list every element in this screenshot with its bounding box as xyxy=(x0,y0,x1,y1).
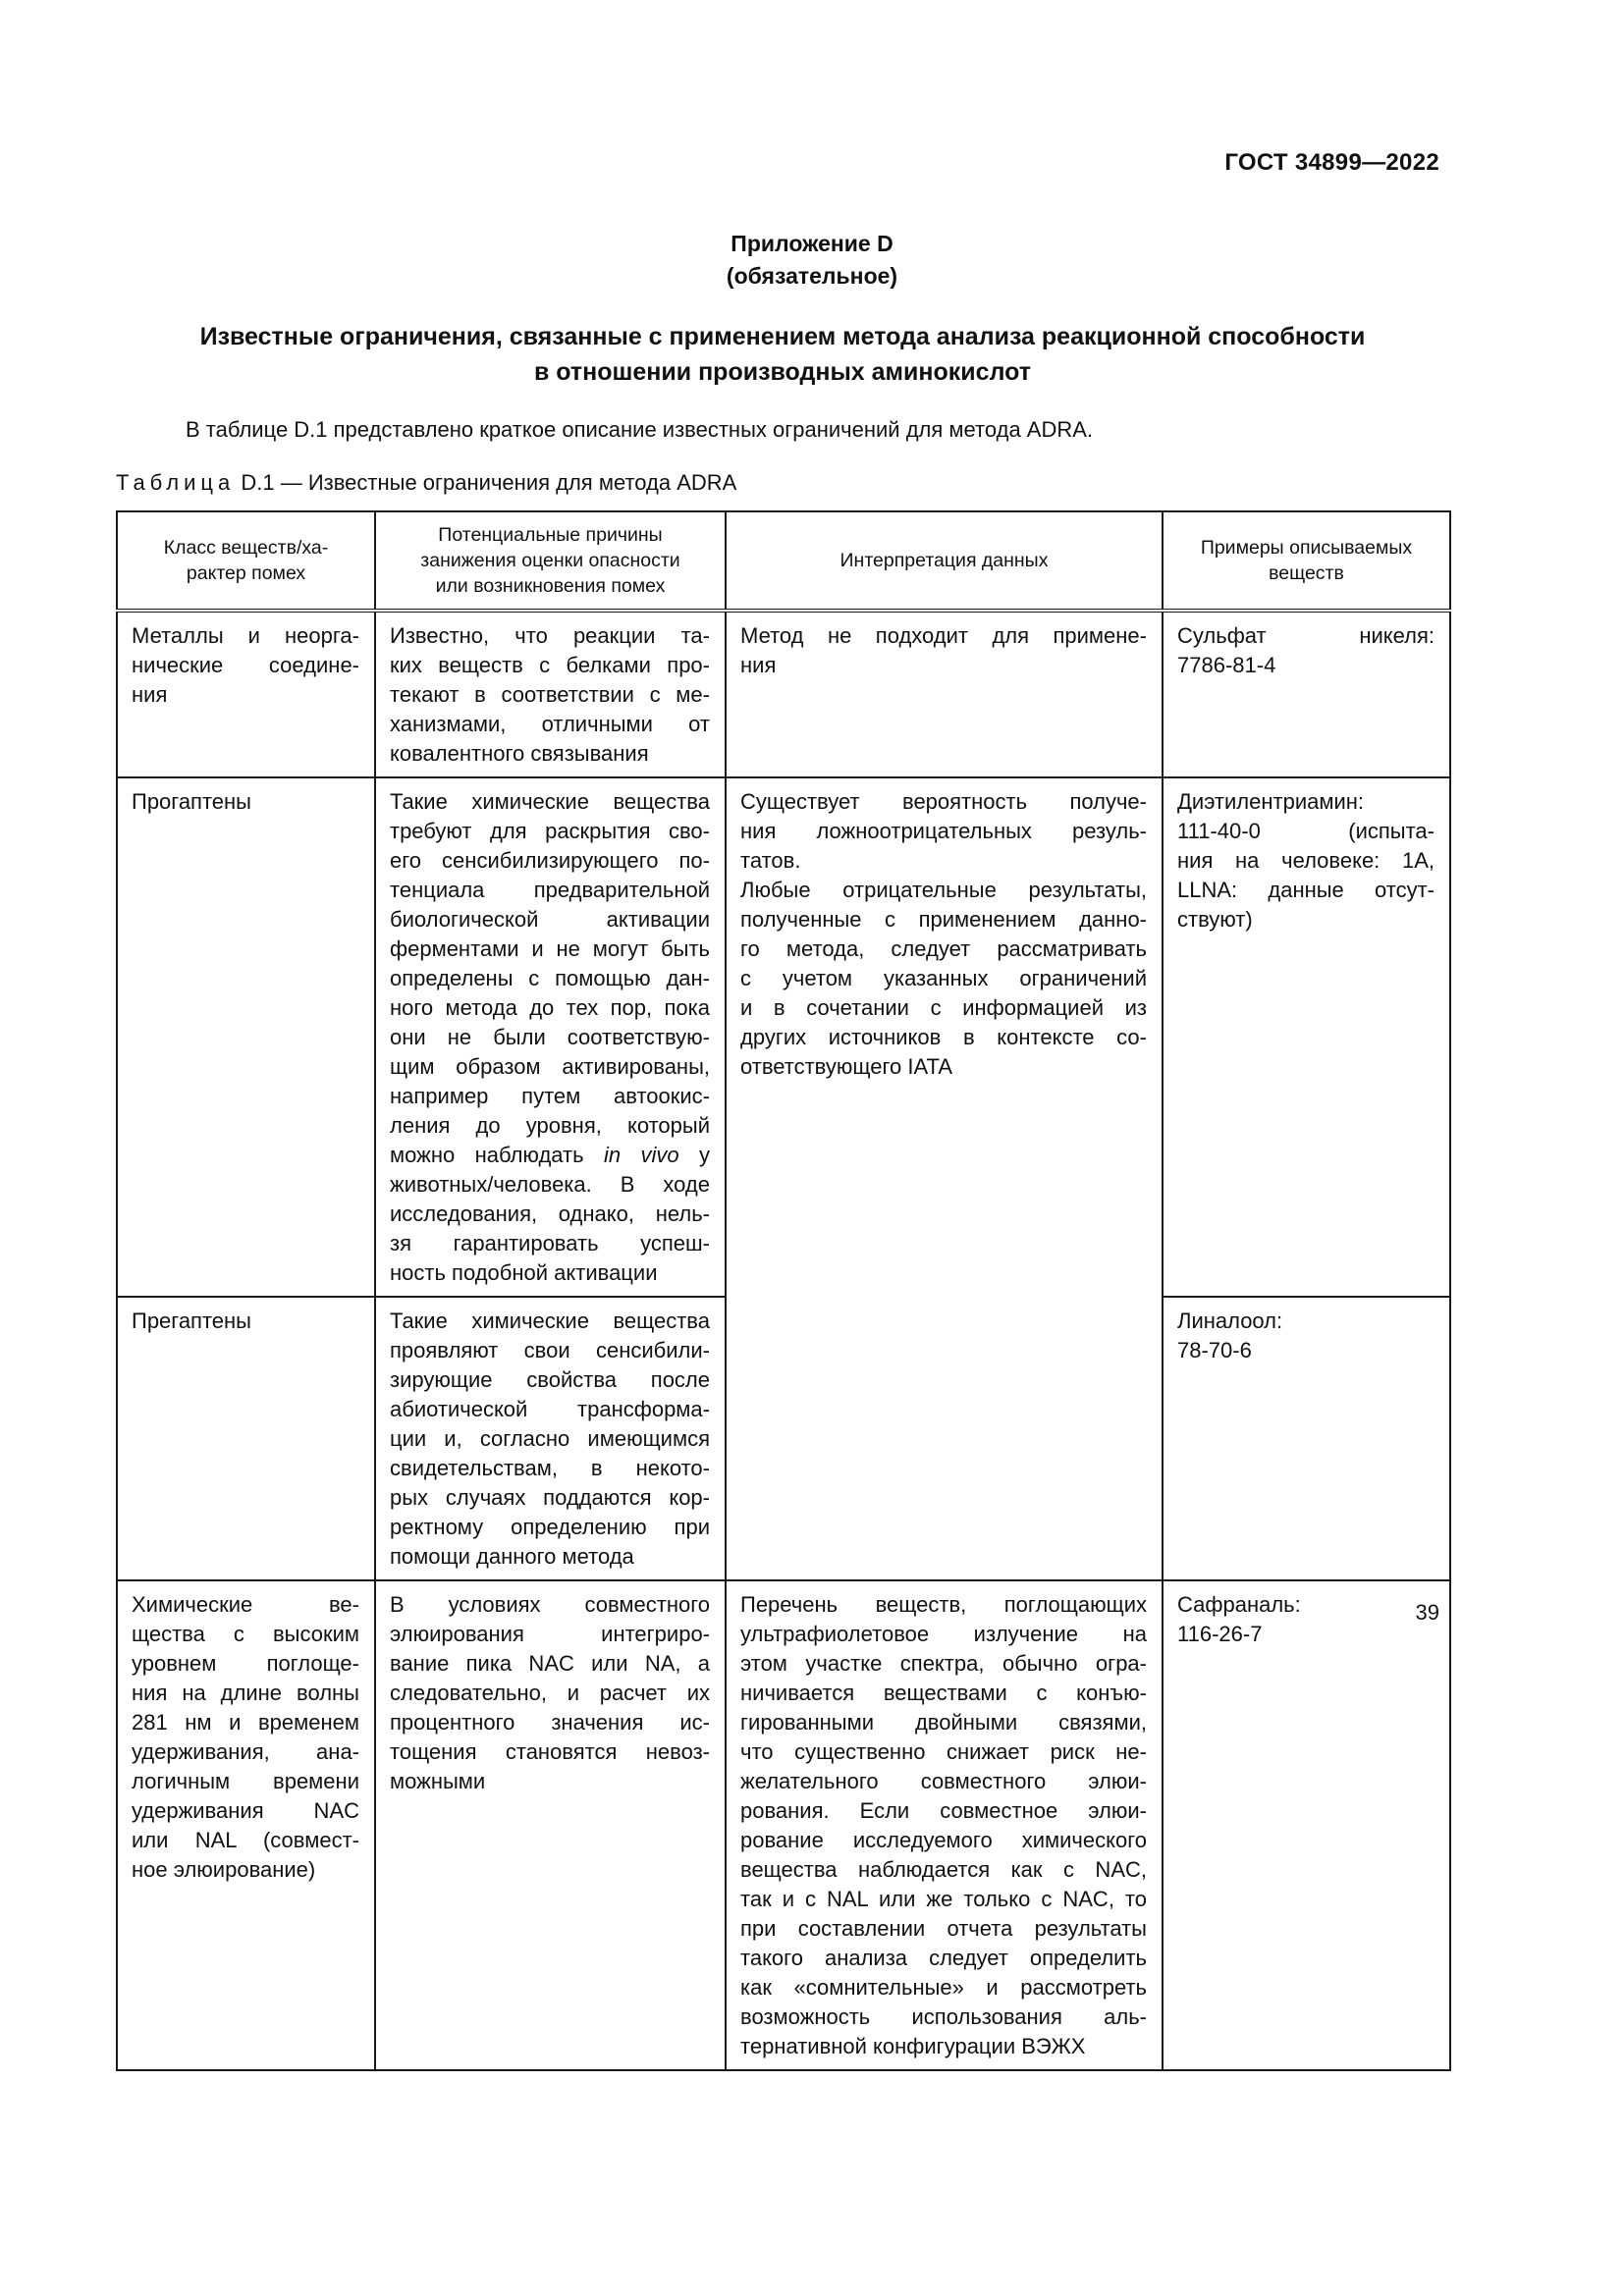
cell-class xyxy=(117,777,375,1297)
text-line: ректному определению при xyxy=(390,1515,710,1539)
table-row xyxy=(117,611,1450,777)
table-caption xyxy=(116,470,736,496)
document-title xyxy=(116,319,1449,390)
text-line: ответствующего IATA xyxy=(740,1054,952,1079)
text-line: Такие химические вещества xyxy=(390,789,710,814)
text-line: абиотической трансформа- xyxy=(390,1397,710,1421)
text-line: например путем автоокис- xyxy=(390,1084,710,1108)
text-line: элюирования интегриро- xyxy=(390,1622,710,1646)
text-line: при составлении отчета результаты xyxy=(740,1916,1147,1941)
header-line: занижения оценки опасности xyxy=(420,550,680,571)
title-line: в отношении производных аминокислот xyxy=(533,358,1032,386)
text-line: биологической активации xyxy=(390,907,710,932)
header-reasons xyxy=(375,511,726,611)
text-line: и в сочетании с информацией из xyxy=(740,995,1147,1020)
text-line: ления до уровня, который xyxy=(390,1113,710,1138)
text-line: Перечень веществ, поглощающих xyxy=(740,1592,1147,1617)
text-line: ханизмами, отличными от xyxy=(390,712,710,736)
text-line: Метод не подходит для примене- xyxy=(740,623,1147,648)
text-line: других источников в контексте со- xyxy=(740,1025,1147,1049)
cell-interpretation xyxy=(726,777,1163,1580)
text-line: животных/человека. В ходе xyxy=(390,1172,710,1197)
text-line: Металлы и неорга- xyxy=(132,623,359,648)
text-line: удерживания, ана- xyxy=(132,1739,359,1764)
text-line: определены с помощью дан- xyxy=(390,966,710,990)
text-line: следовательно, и расчет их xyxy=(390,1681,710,1705)
text-line: ного метода до тех пор, пока xyxy=(390,995,710,1020)
appendix-label: Приложение D xyxy=(731,231,893,256)
text-line: можными xyxy=(390,1769,486,1793)
text-line: Прогаптены xyxy=(132,789,251,814)
text-line: В условиях совместного xyxy=(390,1592,710,1617)
text-line: тернативной конфигурации ВЭЖХ xyxy=(740,2034,1086,2058)
cell-example xyxy=(1163,1297,1450,1580)
text-line: ких веществ с белками про- xyxy=(390,653,710,677)
table-row xyxy=(117,777,1450,1297)
text-line: 281 нм и временем xyxy=(132,1710,359,1735)
text-line: уровнем поглоще- xyxy=(132,1651,359,1676)
text-fragment: можно наблюдать xyxy=(390,1143,604,1167)
text-line: тощения становятся невоз- xyxy=(390,1739,710,1764)
text-line: 111-40-0 (испыта- xyxy=(1177,819,1435,843)
text-line: Линалоол: xyxy=(1177,1308,1283,1333)
text-line: ность подобной активации xyxy=(390,1260,658,1285)
cell-class xyxy=(117,1297,375,1580)
text-fragment: у xyxy=(678,1143,710,1167)
text-line: Любые отрицательные результаты, xyxy=(740,878,1147,902)
page-number: 39 xyxy=(1415,1600,1439,1625)
header-line: Примеры описываемых xyxy=(1200,537,1413,559)
text-line: ковалентного связывания xyxy=(390,741,649,766)
text-line: свидетельствам, в некото- xyxy=(390,1456,710,1480)
appendix-heading xyxy=(0,228,1624,293)
text-line: ферментами и не могут быть xyxy=(390,936,710,961)
text-line: гированными двойными связями, xyxy=(740,1710,1147,1735)
header-line: Класс веществ/ха- xyxy=(163,537,329,559)
cell-reason xyxy=(375,777,726,1297)
header-class xyxy=(117,511,375,611)
text-line: ное элюирование) xyxy=(132,1857,316,1882)
text-line: LLNA: данные отсут- xyxy=(1177,878,1435,902)
header-interpretation xyxy=(726,511,1163,611)
table-row xyxy=(117,1580,1450,2070)
text-line: рование исследуемого химического xyxy=(740,1828,1147,1852)
text-line: ничивается веществами с конъю- xyxy=(740,1681,1147,1705)
text-line: желательного совместного элюи- xyxy=(740,1769,1147,1793)
header-line: веществ xyxy=(1269,562,1344,584)
text-line: 7786-81-4 xyxy=(1177,653,1276,677)
text-line: Прегаптены xyxy=(132,1308,251,1333)
text-line: 78-70-6 xyxy=(1177,1338,1252,1362)
cell-example xyxy=(1163,777,1450,1297)
text-line: полученные с применением данно- xyxy=(740,907,1147,932)
table-header-row xyxy=(117,511,1450,611)
text-line: тенциала предварительной xyxy=(390,878,710,902)
text-line: проявляют свои сенсибили- xyxy=(390,1338,710,1362)
cell-reason xyxy=(375,1580,726,2070)
table-caption-text: D.1 — Известные ограничения для метода ADRA xyxy=(235,470,737,495)
text-line: ния xyxy=(132,682,168,707)
text-line: татов. xyxy=(740,848,801,873)
text-line: щим образом активированы, xyxy=(390,1054,710,1079)
text-line: требуют для раскрытия сво- xyxy=(390,819,710,843)
text-line: ния ложноотрицательных резуль- xyxy=(740,819,1147,843)
text-line: Такие химические вещества xyxy=(390,1308,710,1333)
cell-example xyxy=(1163,611,1450,777)
text-line: Химические ве- xyxy=(132,1592,359,1617)
cell-interpretation xyxy=(726,611,1163,777)
limitations-table xyxy=(116,510,1451,2071)
text-line: щества с высоким xyxy=(132,1622,359,1646)
text-line: или NAL (совмест- xyxy=(132,1828,359,1852)
text-line: они не были соответствую- xyxy=(390,1025,710,1049)
text-line: го метода, следует рассматривать xyxy=(740,936,1147,961)
text-line: с учетом указанных ограничений xyxy=(740,966,1147,990)
text-line: Известно, что реакции та- xyxy=(390,623,710,648)
header-line: или возникновения помех xyxy=(435,575,666,597)
text-line: так и с NAL или же только с NAC, то xyxy=(740,1887,1147,1911)
text-line xyxy=(390,1141,710,1170)
header-line: Интерпретация данных xyxy=(839,550,1049,571)
in-vivo-term: in vivo xyxy=(603,1143,679,1167)
title-line: Известные ограничения, связанные с применением метода анализа реакционной способности xyxy=(199,323,1366,350)
text-line: вание пика NAC или NA, а xyxy=(390,1651,710,1676)
intro-paragraph: В таблице D.1 представлено краткое описание известных ограничений для метода ADRA. xyxy=(186,417,1094,442)
text-line: его сенсибилизирующего по- xyxy=(390,848,710,873)
text-line: ния на человеке: 1А, xyxy=(1177,848,1435,873)
text-line: такого анализа следует определить xyxy=(740,1946,1147,1970)
cell-reason xyxy=(375,611,726,777)
text-line: рования. Если совместное элюи- xyxy=(740,1798,1147,1823)
text-line: Диэтилентриамин: xyxy=(1177,789,1365,814)
text-line: 116-26-7 xyxy=(1177,1622,1263,1646)
cell-example xyxy=(1163,1580,1450,2070)
cell-class xyxy=(117,611,375,777)
text-line: процентного значения ис- xyxy=(390,1710,710,1735)
text-line: вещества наблюдается как с NAC, xyxy=(740,1857,1147,1882)
standard-code: ГОСТ 34899—2022 xyxy=(1224,149,1439,176)
text-line: ния xyxy=(740,653,777,677)
text-line: Сафраналь: xyxy=(1177,1592,1301,1617)
header-examples xyxy=(1163,511,1450,611)
text-line: нические соедине- xyxy=(132,653,359,677)
header-line: рактер помех xyxy=(186,562,306,584)
text-line: Существует вероятность получе- xyxy=(740,789,1147,814)
text-line: Сульфат никеля: xyxy=(1177,623,1435,648)
text-line: как «сомнительные» и рассмотреть xyxy=(740,1975,1147,2000)
text-line: текают в соответствии с ме- xyxy=(390,682,710,707)
text-line: ультрафиолетовое излучение на xyxy=(740,1622,1147,1646)
text-line: удерживания NAC xyxy=(132,1798,359,1823)
text-line: ния на длине волны xyxy=(132,1681,359,1705)
text-line: ции и, согласно имеющимся xyxy=(390,1426,710,1451)
text-line: зя гарантировать успеш- xyxy=(390,1231,710,1255)
text-line: этом участке спектра, обычно огра- xyxy=(740,1651,1147,1676)
cell-interpretation xyxy=(726,1580,1163,2070)
header-line: Потенциальные причины xyxy=(438,524,663,546)
cell-class xyxy=(117,1580,375,2070)
text-line: рых случаях поддаются кор- xyxy=(390,1485,710,1510)
text-line: исследования, однако, нель- xyxy=(390,1201,710,1226)
text-line: зирующие свойства после xyxy=(390,1367,710,1392)
cell-reason xyxy=(375,1297,726,1580)
text-line: логичным времени xyxy=(132,1769,359,1793)
text-line: что существенно снижает риск не- xyxy=(740,1739,1147,1764)
appendix-status: (обязательное) xyxy=(726,263,898,289)
text-line: помощи данного метода xyxy=(390,1544,634,1569)
text-line: возможность использования аль- xyxy=(740,2004,1147,2029)
text-line: ствуют) xyxy=(1177,907,1253,932)
table-caption-label: Таблица xyxy=(116,470,236,495)
